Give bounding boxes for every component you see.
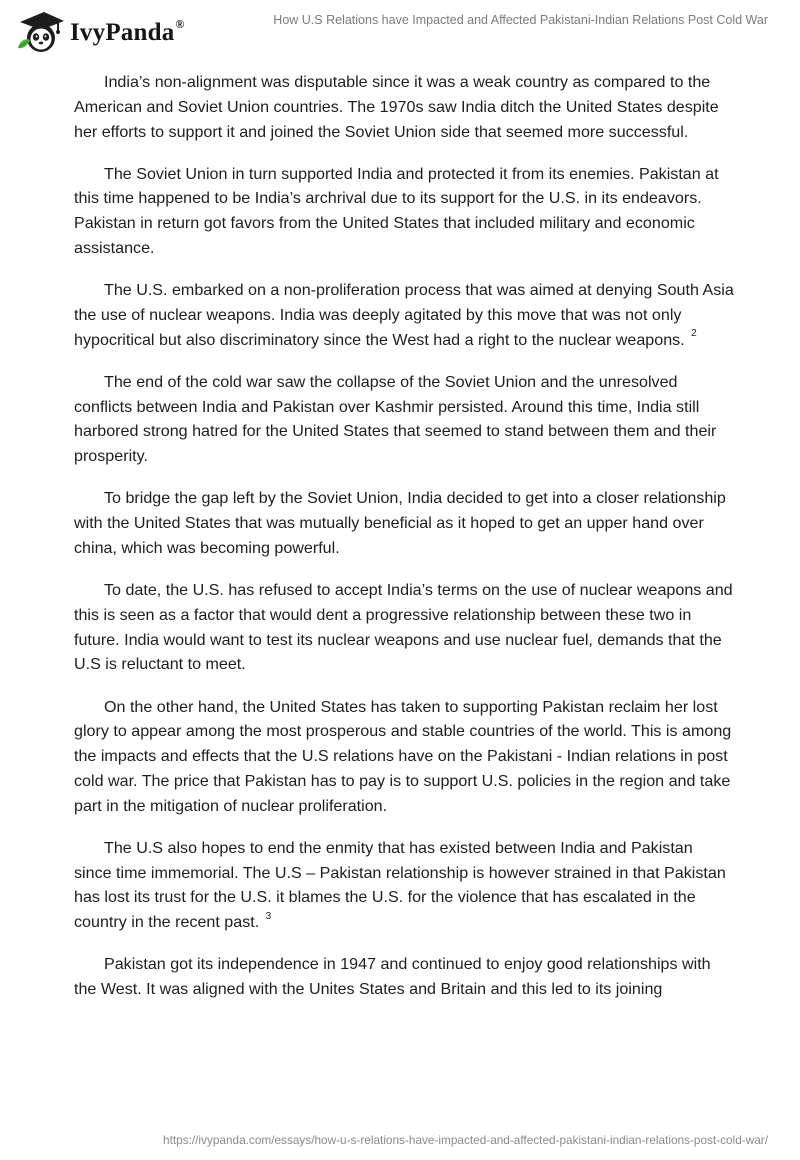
paragraph: The U.S also hopes to end the enmity that has existed between India and Pakistan since time immemorial. The U.S – Pakistan relationship is however strained in that Pakistan has lost its trust for the U.S. it blames the U.S. for the violence that has escalated in the country in the recent past. $^3$ — [74, 838, 726, 932]
paragraph: The end of the cold war saw the collapse of the Soviet Union and the unresolved conflicts between India and Pakistan over Kashmir persisted. Around this time, India still harbored strong hatred for the United States that seemed to stand between them and their prosperity. — [74, 372, 717, 466]
paragraph: Pakistan got its independence in 1947 and continued to enjoy good relationships with the West. It was aligned with the Unites States and Britain and this led to its joining — [74, 955, 711, 999]
paragraph: To date, the U.S. has refused to accept India’s terms on the use of nuclear weapons and this is seen as a factor that would dent a progressive relationship between these two in future. India would want to test its nuclear weapons and use nuclear fuel, demands that the U.S is reluctant to meet. — [74, 581, 733, 674]
paragraph: The U.S. embarked on a non-proliferation process that was aimed at denying South Asia the use of nuclear weapons. India was deeply agitated by this move that was not only hypocritical but also discriminatory since the West had a right to the nuclear weapons. $^2$ — [74, 281, 734, 349]
paragraph: India’s non-alignment was disputable since it was a weak country as compared to the American and Soviet Union countries. The 1970s saw India ditch the United States despite her efforts to support it and joined the Soviet Union side that seemed more successful. — [74, 73, 719, 141]
source-url[interactable]: https://ivypanda.com/essays/how-u-s-relations-have-impacted-and-affected-pakistani-indian-relations-post-cold-war/ — [163, 1133, 768, 1147]
footnote-reference[interactable]: 3 — [265, 910, 272, 922]
paragraph: To bridge the gap left by the Soviet Union, India decided to get into a closer relationship with the United States that was mutually beneficial as it hoped to get an upper hand over china, which was becoming powerful. — [74, 489, 726, 557]
ivypanda-logo[interactable] — [14, 8, 185, 54]
page-header — [0, 0, 800, 60]
logo-wordmark: IvyPanda® — [70, 17, 185, 46]
essay-body — [74, 70, 734, 1019]
paragraph: On the other hand, the United States has taken to supporting Pakistan reclaim her lost glory to appear among the most prosperous and stable countries of the world. This is among the impacts and effects that the U.S relations have on the Pakistani - Indian relations in post cold war. The price that Pakistan has to pay is to support U.S. policies in the region and take part in the mitigation of nuclear proliferation. — [74, 697, 732, 815]
paragraph: The Soviet Union in turn supported India and protected it from its enemies. Pakistan at this time happened to be India’s archrival due to its support for the U.S. in its endeavors. Pakistan in return got favors from the United States that included military and economic assistance. — [74, 164, 719, 258]
panda-graduation-cap-icon — [14, 8, 66, 54]
footnote-reference[interactable]: 2 — [691, 328, 697, 340]
document-title: How U.S Relations have Impacted and Affected Pakistani-Indian Relations Post Cold War — [273, 13, 768, 27]
